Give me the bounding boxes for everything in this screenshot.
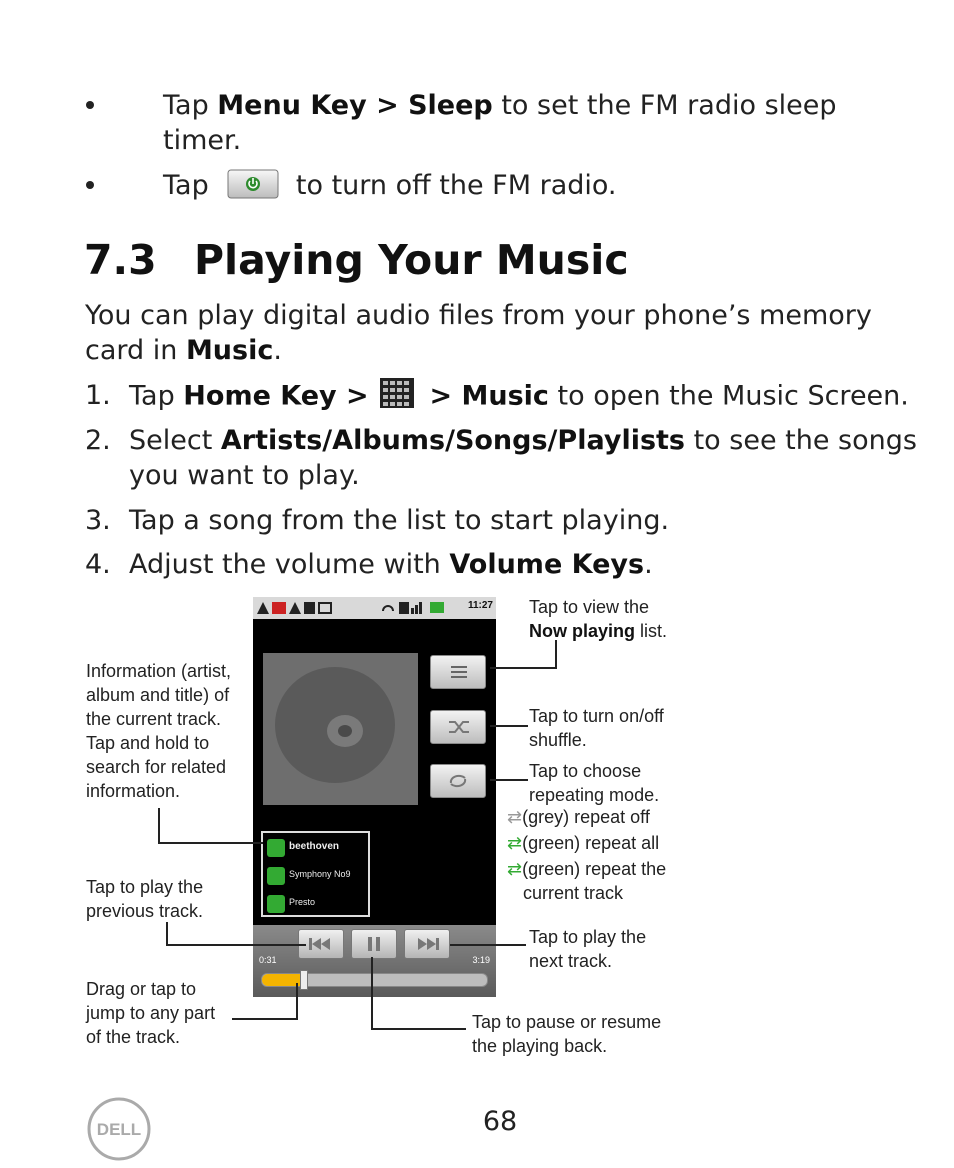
status-bar xyxy=(253,597,496,619)
pause-button[interactable] xyxy=(351,929,397,959)
annotation-previous: Tap to play the previous track. xyxy=(86,877,204,921)
callout-line xyxy=(166,944,306,946)
music-player-screenshot xyxy=(253,597,496,997)
step-2: 2. Select Artists/Albums/Songs/Playlists to see the songs you want to play. xyxy=(85,425,917,491)
callout-line xyxy=(158,842,263,844)
annotation-info: Information (artist, album and title) of the current track. Tap and hold to search for related information. xyxy=(86,661,232,801)
track-info[interactable] xyxy=(261,831,370,917)
app-grid-icon xyxy=(380,378,414,408)
repeat-one-green-icon: ⇄ xyxy=(507,859,523,879)
shuffle-button[interactable] xyxy=(430,710,486,744)
playback-controls xyxy=(253,925,496,997)
callout-line xyxy=(490,725,528,727)
callout-line xyxy=(158,808,160,843)
step-1: 1. Tap Home Key > > Music to open the Music Screen. xyxy=(85,380,909,412)
next-icon xyxy=(405,930,449,958)
repeat-grey-icon: ⇄ xyxy=(507,807,523,827)
status-time: 11:27 xyxy=(467,600,493,611)
battery-icon xyxy=(430,602,444,613)
annotation-now-playing: Tap to view the Now playing list. xyxy=(529,597,668,641)
step-4: 4. Adjust the volume with Volume Keys. xyxy=(85,549,653,580)
shuffle-icon xyxy=(431,711,485,743)
callout-line xyxy=(232,1018,298,1020)
list-icon xyxy=(431,656,485,688)
status-icons xyxy=(253,597,423,619)
annotation-repeat: Tap to choose repeating mode. xyxy=(529,761,660,805)
seek-progress xyxy=(262,974,300,986)
repeat-icon xyxy=(431,765,485,797)
bullet-power: Tap to turn off the FM radio. xyxy=(163,170,617,201)
album-row: Symphony No9 xyxy=(267,867,367,889)
bullet-dot xyxy=(86,101,94,109)
mic-icon xyxy=(267,839,285,857)
now-playing-list-button[interactable] xyxy=(430,655,486,689)
album-art[interactable] xyxy=(263,653,418,805)
annotation-repeat-off: ⇄(grey) repeat off xyxy=(507,807,650,827)
callout-line xyxy=(371,957,373,1029)
bullet-sleep: Tap Menu Key > Sleep to set the FM radio sleep timer. xyxy=(163,90,837,156)
annotation-pause: Tap to pause or resume the playing back. xyxy=(472,1012,662,1056)
pause-icon xyxy=(352,930,396,958)
seek-handle[interactable] xyxy=(300,970,308,990)
elapsed-time: 0:31 xyxy=(259,955,277,965)
annotation-repeat-all: ⇄(green) repeat all xyxy=(507,833,660,853)
annotation-shuffle: Tap to turn on/off shuffle. xyxy=(529,706,664,750)
callout-line xyxy=(296,983,298,1019)
callout-line xyxy=(166,922,168,945)
callout-line xyxy=(371,1028,466,1030)
song-row: Presto xyxy=(267,895,367,917)
annotation-repeat-track: ⇄(green) repeat the current track xyxy=(507,859,667,903)
callout-line xyxy=(450,944,526,946)
callout-line xyxy=(490,667,557,669)
callout-line xyxy=(555,640,557,668)
repeat-green-icon: ⇄ xyxy=(507,833,523,853)
bullet-dot xyxy=(86,181,94,189)
disc-icon xyxy=(267,867,285,885)
svg-text:DELL: DELL xyxy=(96,1120,142,1139)
next-button[interactable] xyxy=(404,929,450,959)
repeat-button[interactable] xyxy=(430,764,486,798)
total-time: 3:19 xyxy=(472,955,490,965)
section-heading: 7.3 Playing Your Music xyxy=(84,236,629,284)
power-icon xyxy=(227,169,279,199)
step-3: 3. Tap a song from the list to start playing. xyxy=(85,505,670,536)
callout-line xyxy=(490,779,528,781)
note-icon xyxy=(267,895,285,913)
intro-paragraph: You can play digital audio files from your phone’s memory card in Music. xyxy=(85,300,872,366)
page-number: 68 xyxy=(482,1106,518,1137)
annotation-next: Tap to play the next track. xyxy=(529,927,647,971)
artist-row: beethoven xyxy=(267,839,367,861)
annotation-seek: Drag or tap to jump to any part of the track. xyxy=(86,979,216,1047)
